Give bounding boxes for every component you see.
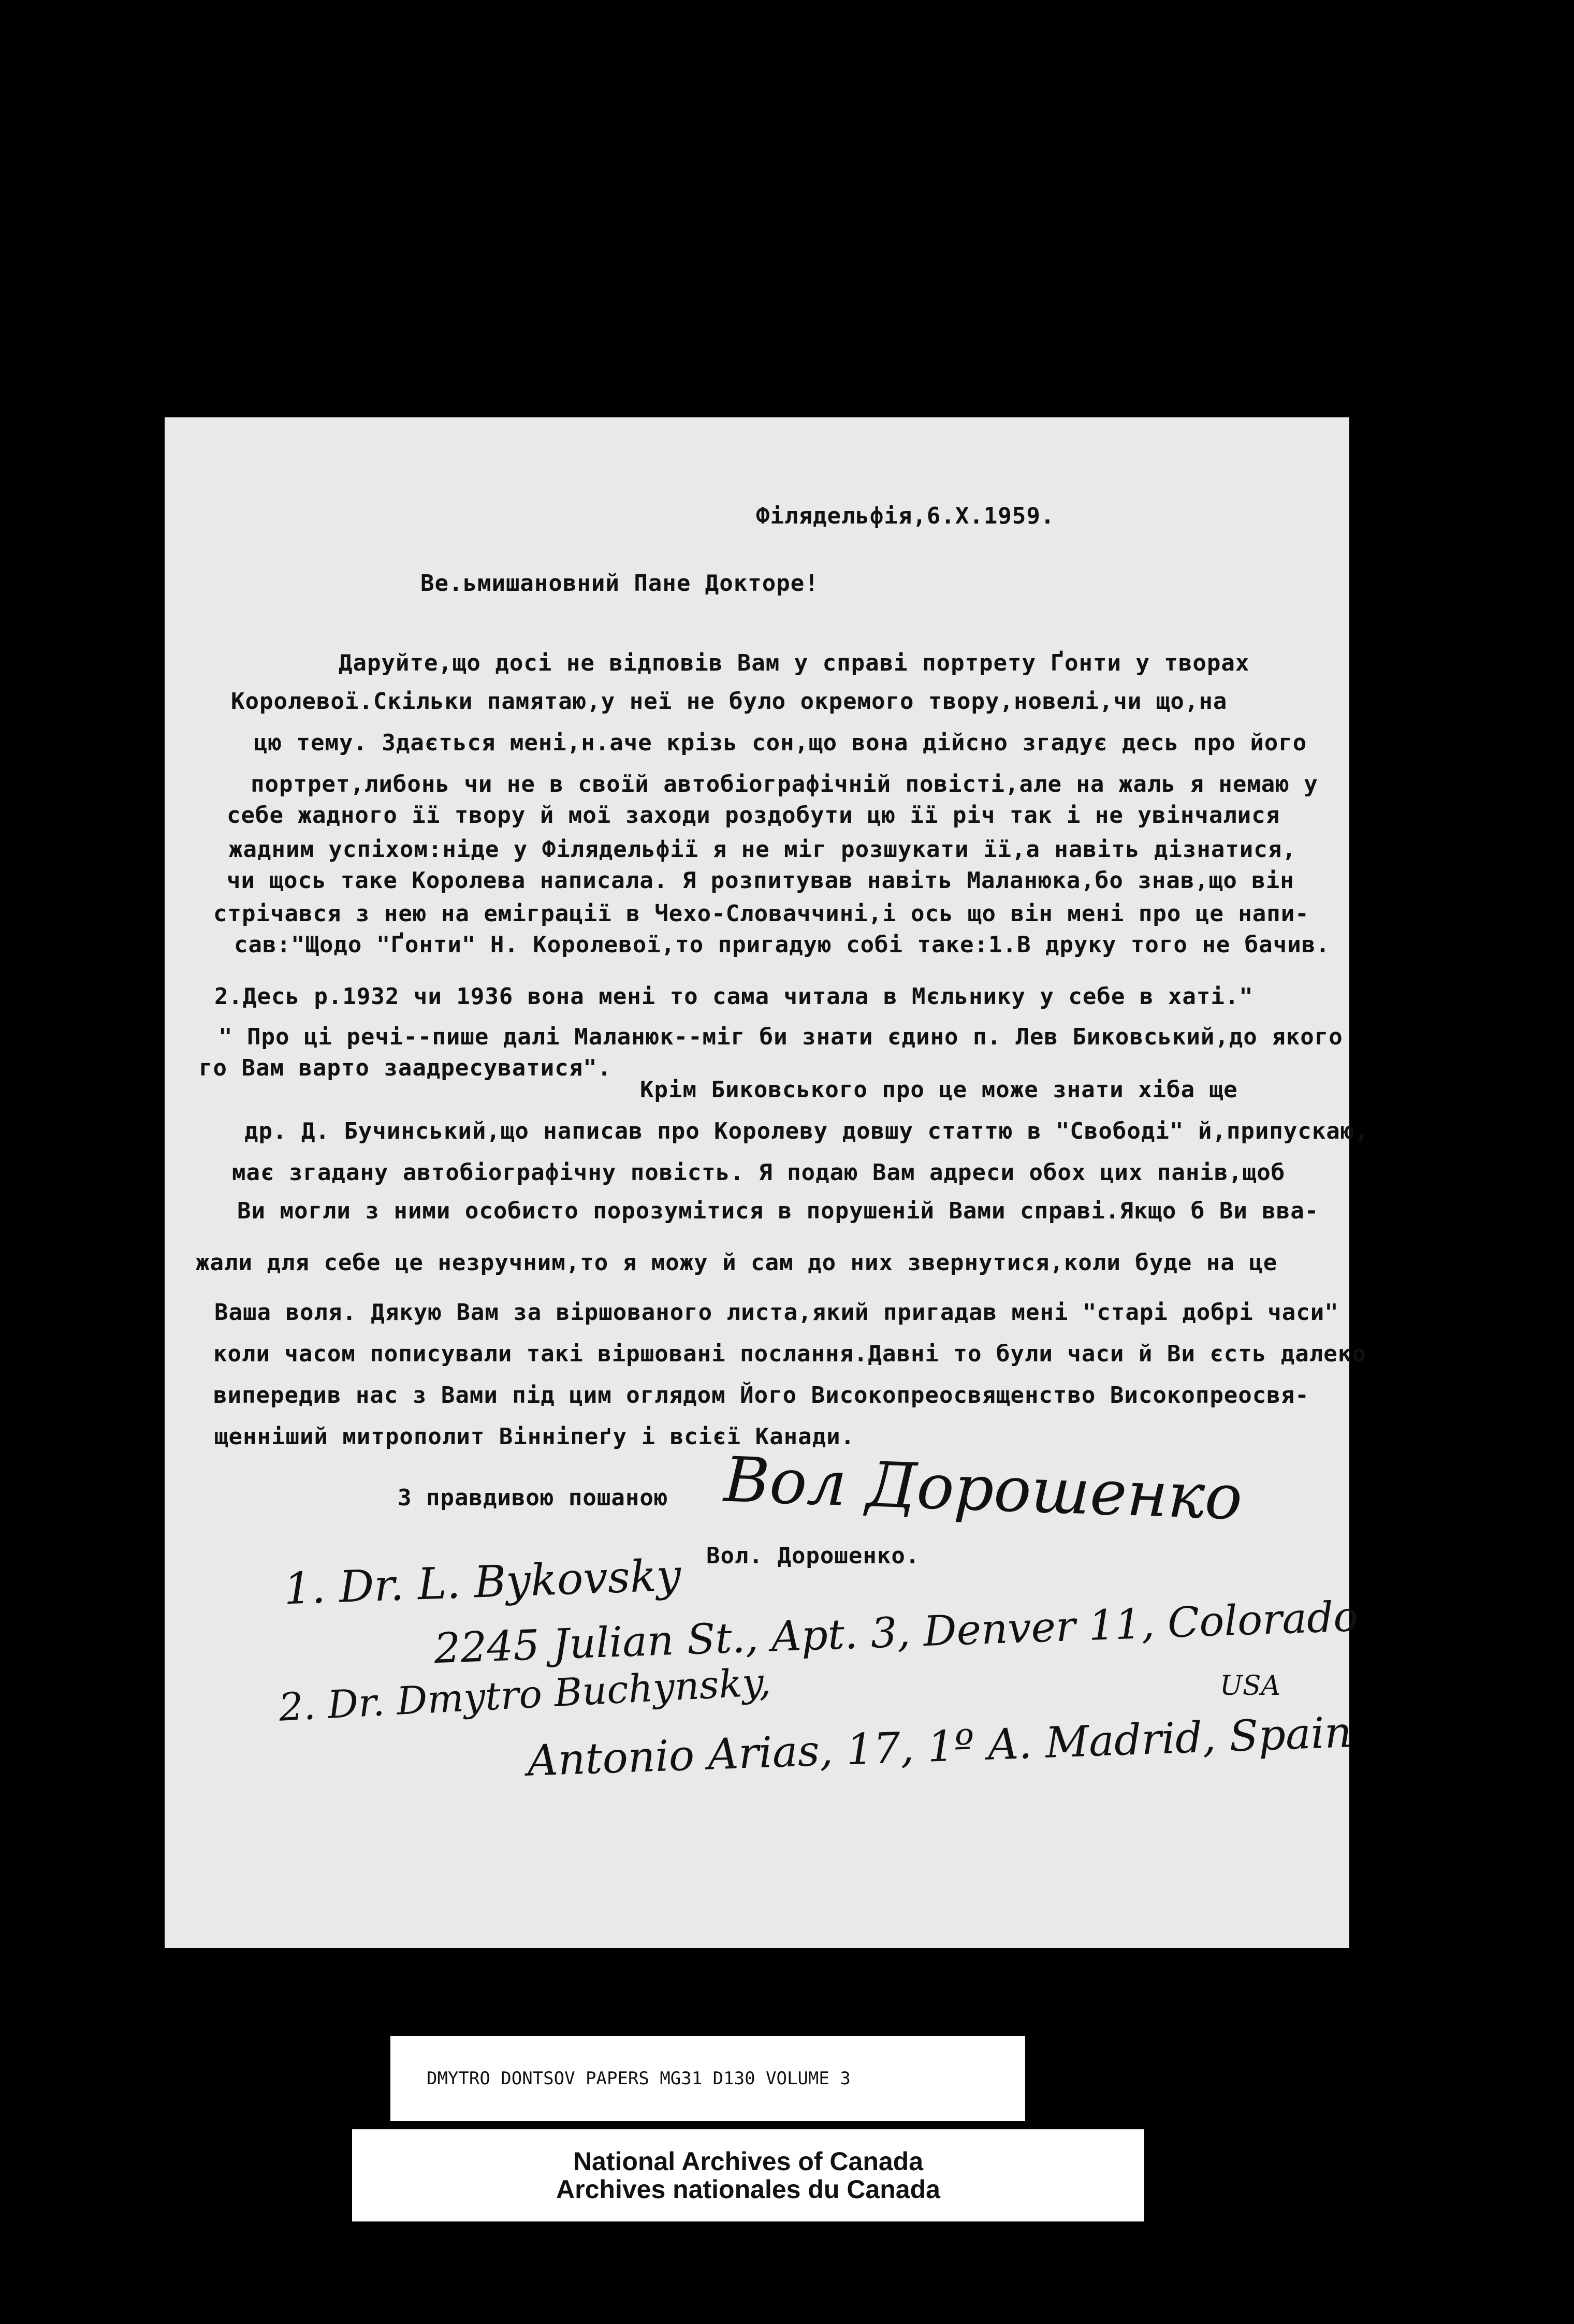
typed-name: Вол. Дорошенко. [706, 1543, 920, 1569]
closing: З правдивою пошаною [398, 1485, 668, 1511]
address-2-street: Antonio Arias, 17, 1º A. Madrid, Spain [526, 1708, 1353, 1786]
address-1-name: 1. Dr. L. Bykovsky [283, 1549, 682, 1615]
letter-line: чи щось таке Королева написала. Я розпитував навіть Маланюка,бо знав,що він [227, 867, 1294, 894]
letter-line: випередив нас з Вами під цим оглядом Його Високопреосвященство Високопреосвя- [213, 1382, 1309, 1408]
letter-line: 2.Десь р.1932 чи 1936 вона мені то сама читала в Мєльнику у себе в хаті." [214, 983, 1254, 1010]
archive-label-text: DMYTRO DONTSOV PAPERS MG31 D130 VOLUME 3 [427, 2068, 851, 2089]
letter-line: Крім Биковського про це може знати хіба ще [640, 1077, 1238, 1103]
letter-page [165, 417, 1369, 1948]
letter-line: го Вам варто заадресуватися". [199, 1055, 612, 1081]
letter-line: жали для себе це незручним,то я можу й сам до них звернутися,коли буде на це [196, 1250, 1278, 1276]
archive-stamp [352, 2129, 1144, 2221]
address-1-country: USA [1220, 1671, 1280, 1702]
letter-line: Королевої.Скільки памятаю,у неї не було окремого твору,новелі,чи що,на [231, 688, 1228, 715]
letter-line: Ваша воля. Дякую Вам за віршованого листа,який пригадав мені "старі добрі часи" [214, 1299, 1339, 1326]
letter-line: " Про ці речі--пише далі Маланюк--міг би знати єдино п. Лев Биковський,до якого [218, 1024, 1343, 1050]
place-date: Філядельфія,6.Х.1959. [756, 503, 1055, 529]
archive-stamp-english: National Archives of Canada [573, 2147, 924, 2176]
letter-line: др. Д. Бучинський,що написав про Королеву довшу статтю в "Свободі" й,припускаю, [244, 1118, 1369, 1144]
letter-line: коли часом пописували такі віршовані послання.Давні то були часи й Ви єсть далеко [213, 1341, 1366, 1367]
letter-line: Даруйте,що досі не відповів Вам у справі портрету Ґонти у творах [339, 650, 1250, 676]
salutation: Ве.ьмишановний Пане Докторе! [420, 570, 819, 597]
letter-line: Ви могли з ними особисто порозумітися в порушеній Вами справі.Якщо б Ви вва- [237, 1198, 1319, 1224]
letter-line: цю тему. Здається мені,н.аче крізь сон,що вона дійсно згадує десь про його [254, 730, 1307, 756]
letter-line: має згадану автобіографічну повість. Я подаю Вам адреси обох цих панів,щоб [232, 1159, 1286, 1186]
letter-line: портрет,либонь чи не в своїй автобіографічній повісті,але на жаль я немаю у [251, 771, 1318, 797]
archive-stamp-french: Archives nationales du Canada [556, 2175, 940, 2204]
letter-line: щенніший митрополит Вінніпеґу і всієї Канади. [214, 1424, 855, 1450]
letter-line: сав:"Щодо "Ґонти" Н. Королевої,то пригадую собі таке:1.В друку того не бачив. [234, 932, 1330, 958]
letter-line: жадним успіхом:ніде у Філядельфії я не міг розшукати її,а навіть дізнатися, [229, 836, 1296, 863]
archive-label [390, 2036, 1025, 2121]
address-1-street: 2245 Julian St., Apt. 3, Denver 11, Colorado [433, 1592, 1359, 1673]
letter-line: себе жадного її твору й мої заходи роздобути цю її річ так і не увінчалися [227, 802, 1280, 829]
address-2-name: 2. Dr. Dmytro Buchynsky, [278, 1660, 772, 1730]
letter-line: стрічався з нею на еміграції в Чехо-Словаччині,і ось що він мені про це напи- [213, 900, 1309, 927]
signature: Вол Дорошенко [722, 1444, 1244, 1534]
